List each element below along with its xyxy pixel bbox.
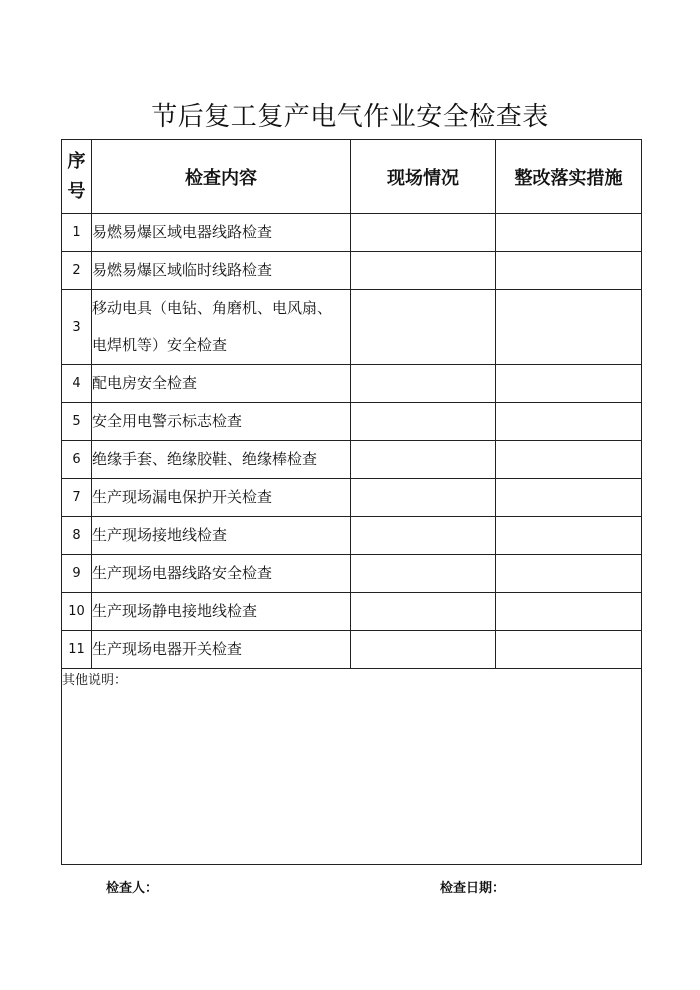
table-row (62, 365, 642, 403)
inspector-label: 检查人： (106, 881, 159, 896)
header-seq (62, 140, 92, 214)
table-row (62, 517, 642, 555)
row-item: 配电房安全检查 (92, 365, 351, 403)
row-number: 9 (62, 555, 92, 593)
site-cell[interactable] (351, 214, 496, 252)
header-content: 检查内容 (92, 140, 351, 214)
row-number: 10 (62, 593, 92, 631)
rectify-cell[interactable] (496, 479, 642, 517)
rectify-cell[interactable] (496, 517, 642, 555)
rectify-cell[interactable] (496, 631, 642, 669)
row-item: 生产现场接地线检查 (92, 517, 351, 555)
rectify-cell[interactable] (496, 252, 642, 290)
rectify-cell[interactable] (496, 365, 642, 403)
row-item (92, 290, 351, 365)
table-row (62, 593, 642, 631)
inspection-table (61, 139, 642, 865)
row-item: 绝缘手套、绝缘胶鞋、绝缘棒检查 (92, 441, 351, 479)
row-item: 易燃易爆区域电器线路检查 (92, 214, 351, 252)
row-number: 8 (62, 517, 92, 555)
site-cell[interactable] (351, 365, 496, 403)
site-cell[interactable] (351, 403, 496, 441)
table-row (62, 403, 642, 441)
site-cell[interactable] (351, 631, 496, 669)
notes-area[interactable] (62, 669, 642, 865)
row-item: 生产现场漏电保护开关检查 (92, 479, 351, 517)
site-cell[interactable] (351, 517, 496, 555)
row-number: 2 (62, 252, 92, 290)
row-number: 3 (62, 290, 92, 365)
rectify-cell[interactable] (496, 441, 642, 479)
site-cell[interactable] (351, 593, 496, 631)
header-seq-line1: 序 (67, 150, 86, 172)
row-item: 生产现场静电接地线检查 (92, 593, 351, 631)
table-row (62, 290, 642, 365)
table-row (62, 252, 642, 290)
row-number: 6 (62, 441, 92, 479)
table-row (62, 479, 642, 517)
rectify-cell[interactable] (496, 403, 642, 441)
row-item-line1: 移动电具（电钻、角磨机、电风扇、 (92, 299, 333, 317)
row-number: 11 (62, 631, 92, 669)
table-row (62, 441, 642, 479)
table-header-row (62, 140, 642, 214)
row-number: 7 (62, 479, 92, 517)
site-cell[interactable] (351, 441, 496, 479)
rectify-cell[interactable] (496, 555, 642, 593)
row-item: 易燃易爆区域临时线路检查 (92, 252, 351, 290)
row-item: 生产现场电器线路安全检查 (92, 555, 351, 593)
row-number: 4 (62, 365, 92, 403)
table-row (62, 214, 642, 252)
row-item: 安全用电警示标志检查 (92, 403, 351, 441)
row-number: 1 (62, 214, 92, 252)
header-rectify: 整改落实措施 (496, 140, 642, 214)
header-seq-line2: 号 (67, 180, 86, 202)
table-row (62, 555, 642, 593)
notes-row (62, 669, 642, 865)
site-cell[interactable] (351, 290, 496, 365)
rectify-cell[interactable] (496, 214, 642, 252)
notes-label: 其他说明： (62, 673, 128, 688)
site-cell[interactable] (351, 252, 496, 290)
header-site: 现场情况 (351, 140, 496, 214)
site-cell[interactable] (351, 479, 496, 517)
row-number: 5 (62, 403, 92, 441)
page-title: 节后复工复产电气作业安全检查表 (151, 102, 549, 132)
rectify-cell[interactable] (496, 593, 642, 631)
row-item-line2: 电焊机等）安全检查 (92, 336, 228, 354)
row-item: 生产现场电器开关检查 (92, 631, 351, 669)
site-cell[interactable] (351, 555, 496, 593)
rectify-cell[interactable] (496, 290, 642, 365)
inspection-date-label: 检查日期： (440, 881, 506, 896)
table-row (62, 631, 642, 669)
